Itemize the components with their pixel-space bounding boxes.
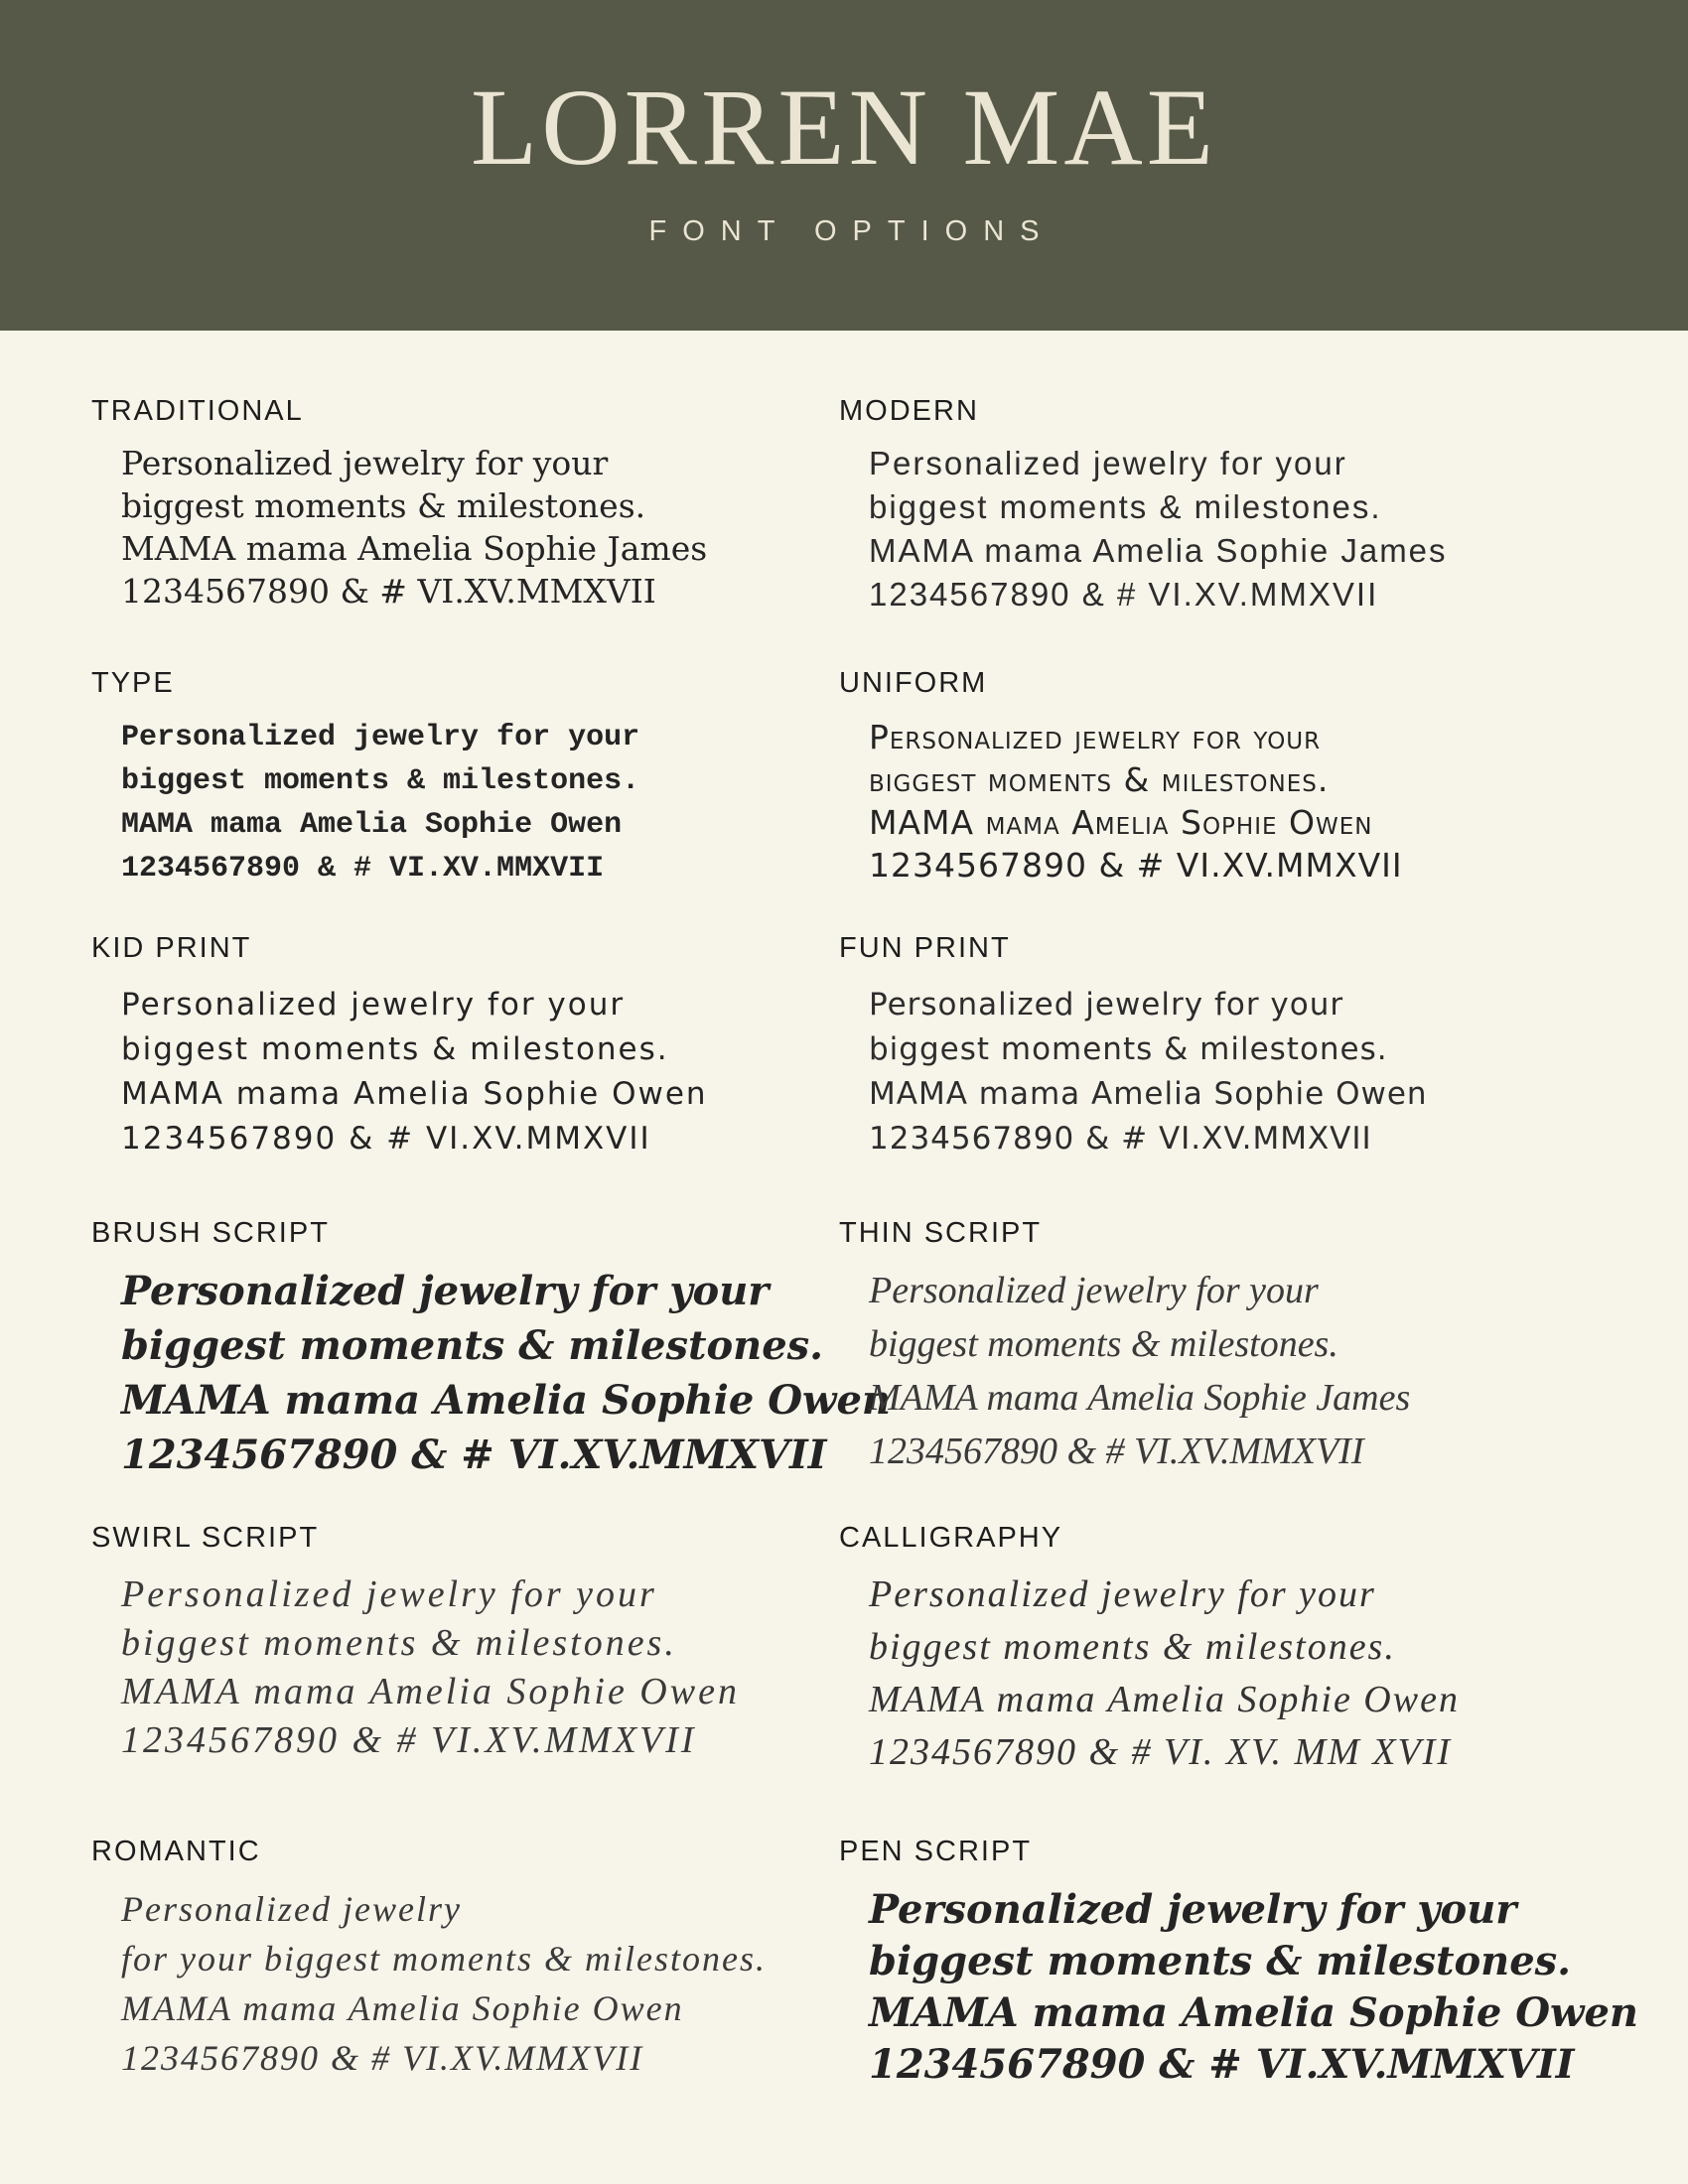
sample-line: MAMA mama Amelia Sophie Owen: [869, 1679, 1460, 1720]
sample-line: MAMA mama Amelia Sophie James: [869, 1377, 1411, 1419]
sample-line: 1234567890 & # VI.XV.MMXVII: [121, 572, 656, 611]
sample-line: biggest moments & milestones.: [869, 1031, 1388, 1067]
sample-text: [869, 716, 1403, 887]
sample-line: Personalized jewelry for your: [121, 1573, 657, 1615]
section-fun-print: [839, 932, 1428, 1161]
sample-line: MAMA mama Amelia Sophie Owen: [869, 803, 1373, 842]
section-label: CALLIGRAPHY: [839, 1522, 1063, 1554]
sample-line: 1234567890 & # VI.XV.MMXVII: [121, 1432, 827, 1478]
sample-line: 1234567890 & # VI.XV.MMXVII: [869, 1121, 1372, 1157]
sample-line: biggest moments & milestones.: [869, 1938, 1572, 1984]
sample-text: [869, 1264, 1410, 1478]
sample-line: biggest moments & milestones.: [121, 1622, 677, 1664]
sample-text: [869, 442, 1448, 616]
sample-line: 1234567890 & # VI.XV.MMXVII: [121, 852, 605, 886]
sample-line: biggest moments & milestones.: [869, 1626, 1396, 1668]
sample-line: MAMA mama Amelia Sophie James: [869, 532, 1448, 569]
section-label: KID PRINT: [91, 932, 252, 964]
section-pen-script: [839, 1836, 1638, 2091]
section-label: PEN SCRIPT: [839, 1836, 1033, 1867]
sample-line: Personalized jewelry for your: [869, 1573, 1376, 1615]
sample-line: biggest moments & milestones.: [121, 486, 646, 525]
section-traditional: [91, 395, 707, 613]
sample-line: biggest moments & milestones.: [869, 760, 1330, 799]
sample-line: Personalized jewelry for your: [869, 987, 1344, 1023]
section-label: ROMANTIC: [91, 1836, 261, 1867]
section-type: [91, 667, 639, 890]
sample-line: 1234567890 & # VI. XV. MM XVII: [869, 1731, 1452, 1773]
sample-line: biggest moments & milestones.: [121, 764, 640, 798]
section-label: TYPE: [91, 667, 175, 699]
sample-text: [121, 1570, 740, 1765]
section-brush-script: [91, 1217, 891, 1482]
sample-text: [121, 716, 639, 890]
sample-line: MAMA mama Amelia Sophie Owen: [869, 1989, 1638, 2036]
section-label: FUN PRINT: [839, 932, 1011, 964]
sample-line: MAMA mama Amelia Sophie Owen: [121, 1377, 891, 1424]
sample-line: for your biggest moments & milestones.: [121, 1939, 767, 1979]
section-label: TRADITIONAL: [91, 395, 304, 427]
sample-line: Personalized jewelry for your: [121, 721, 640, 754]
sample-line: 1234567890 & # VI.XV.MMXVII: [869, 2041, 1575, 2088]
sample-line: 1234567890 & # VI.XV.MMXVII: [869, 1431, 1364, 1472]
sample-text: [121, 1264, 891, 1482]
sample-line: biggest moments & milestones.: [121, 1322, 824, 1369]
sample-line: Personalized jewelry for your: [869, 1886, 1517, 1933]
sample-line: Personalized jewelry: [121, 1889, 462, 1929]
sample-line: MAMA mama Amelia Sophie Owen: [121, 808, 623, 842]
sample-line: 1234567890 & # VI.XV.MMXVII: [869, 846, 1403, 885]
section-thin-script: [839, 1217, 1410, 1478]
section-calligraphy: [839, 1522, 1460, 1779]
sample-line: Personalized jewelry for your: [121, 444, 609, 482]
sample-line: MAMA mama Amelia Sophie Owen: [121, 1671, 740, 1712]
section-romantic: [91, 1836, 767, 2083]
sample-line: biggest moments & milestones.: [121, 1031, 669, 1067]
sample-line: 1234567890 & # VI.XV.MMXVII: [869, 576, 1379, 613]
sample-text: [121, 983, 708, 1161]
sample-text: [869, 1569, 1460, 1779]
sample-line: Personalized jewelry for your: [869, 1270, 1319, 1311]
section-label: MODERN: [839, 395, 979, 427]
page-subtitle: FONT OPTIONS: [648, 215, 1055, 247]
sample-line: MAMA mama Amelia Sophie Owen: [121, 1988, 684, 2028]
section-label: THIN SCRIPT: [839, 1217, 1043, 1249]
section-label: BRUSH SCRIPT: [91, 1217, 330, 1249]
sample-line: Personalized jewelry for your: [121, 1268, 770, 1314]
sample-text: [869, 983, 1428, 1161]
section-uniform: [839, 667, 1403, 887]
sample-text: [869, 1884, 1638, 2091]
section-kid-print: [91, 932, 708, 1161]
sample-line: biggest moments & milestones.: [869, 1323, 1338, 1365]
sample-line: 1234567890 & # VI.XV.MMXVII: [121, 1121, 651, 1157]
sample-text: [121, 442, 707, 613]
section-modern: [839, 395, 1448, 616]
sample-line: MAMA mama Amelia Sophie Owen: [121, 1076, 708, 1112]
header-banner: [0, 0, 1688, 331]
sample-line: biggest moments & milestones.: [869, 488, 1382, 525]
sample-text: [121, 1884, 767, 2083]
sample-line: 1234567890 & # VI.XV.MMXVII: [121, 1719, 697, 1761]
sample-line: Personalized jewelry for your: [121, 987, 626, 1023]
sample-line: MAMA mama Amelia Sophie James: [121, 529, 708, 568]
sample-line: 1234567890 & # VI.XV.MMXVII: [121, 2038, 644, 2078]
sample-line: Personalized jewelry for your: [869, 445, 1347, 481]
sample-line: Personalized jewelry for your: [869, 718, 1322, 756]
section-label: UNIFORM: [839, 667, 988, 699]
section-swirl-script: [91, 1522, 740, 1765]
sample-line: MAMA mama Amelia Sophie Owen: [869, 1076, 1428, 1112]
section-label: SWIRL SCRIPT: [91, 1522, 320, 1554]
brand-title: LORREN MAE: [471, 67, 1217, 188]
